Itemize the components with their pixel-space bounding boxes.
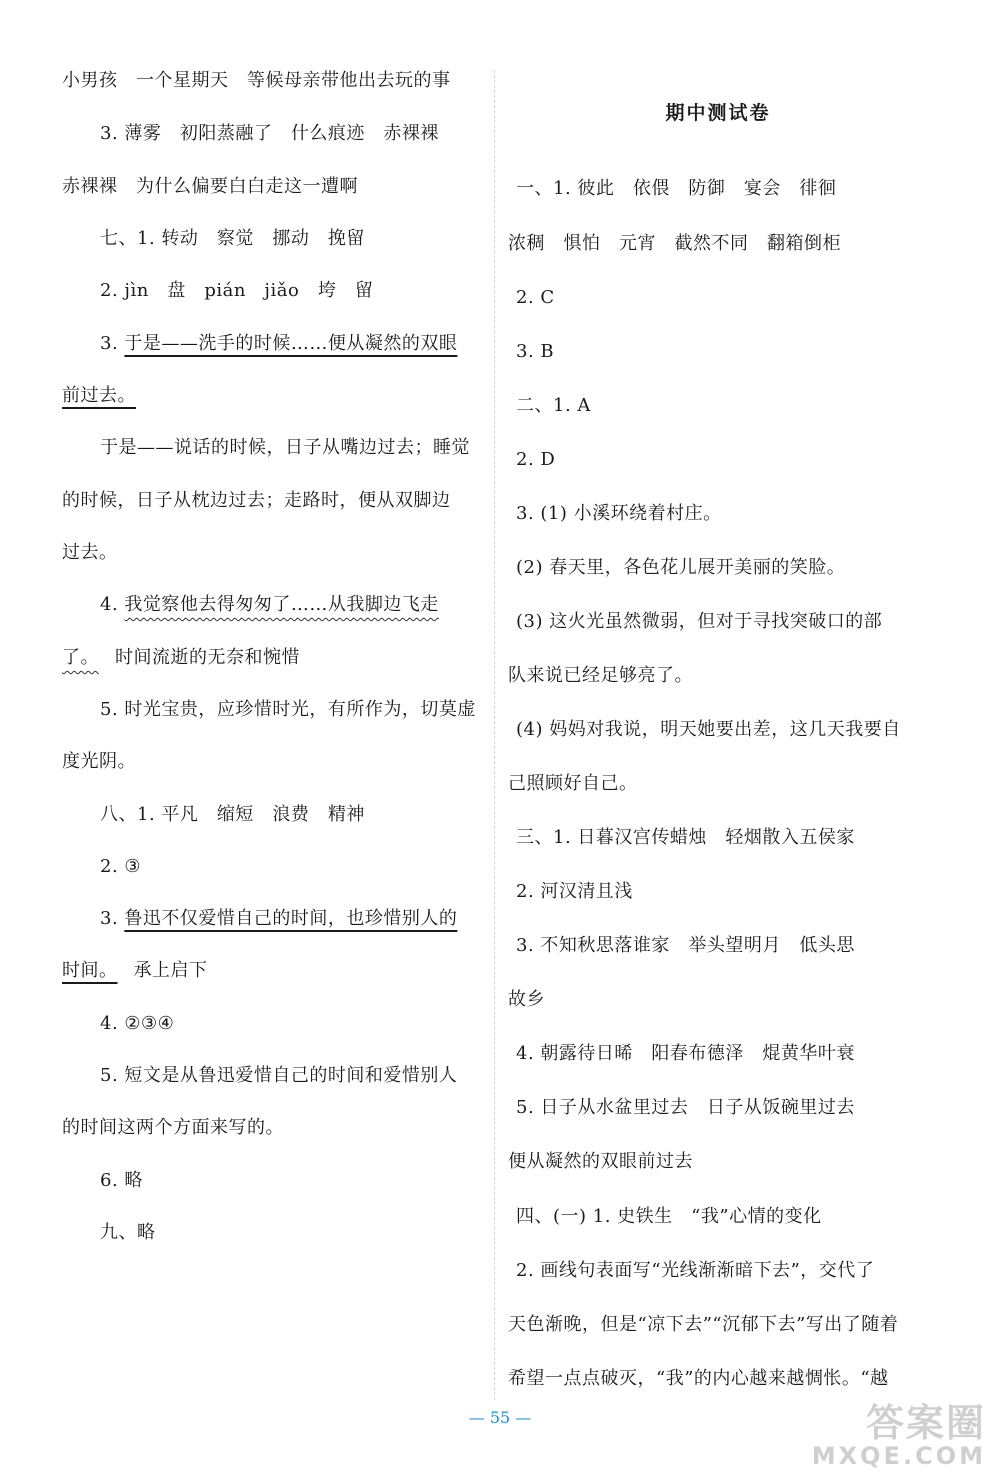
- answer-line: [62, 383, 136, 409]
- answer-line: 七、1. 转动 察觉 挪动 挽留: [100, 228, 365, 249]
- underlined-quote: 时间。: [62, 960, 118, 981]
- answer-line: 赤裸裸 为什么偏要白白走这一遭啊: [62, 176, 358, 197]
- section-title: 期中测试卷: [665, 102, 771, 124]
- answer-line: [100, 331, 457, 357]
- answer-line: 2. 河汉清且浅: [516, 881, 633, 902]
- answer-line: 一、1. 彼此 依偎 防御 宴会 徘徊: [516, 178, 837, 199]
- answer-line: 3. 薄雾 初阳蒸融了 什么痕迹 赤裸裸: [100, 123, 439, 144]
- column-divider: [494, 70, 495, 1400]
- answer-line: 5. 短文是从鲁迅爱惜自己的时间和爱惜别人: [100, 1065, 458, 1086]
- answer-line: 4. 朝露待日晞 阳春布德泽 焜黄华叶衰: [516, 1043, 855, 1064]
- answer-line: [100, 592, 439, 618]
- answer-line: 3. 不知秋思落谁家 举头望明月 低头思: [516, 935, 855, 956]
- answer-line: 故乡: [508, 989, 545, 1010]
- answer-line: 5. 日子从水盆里过去 日子从饭碗里过去: [516, 1097, 855, 1118]
- watermark-bottom-text: MXQE.COM: [811, 1442, 986, 1470]
- answer-line: (4) 妈妈对我说，明天她要出差，这几天我要自: [516, 719, 901, 740]
- item-number: 3.: [100, 333, 125, 354]
- answer-line: 的时候，日子从枕边过去；走路时，便从双脚边: [62, 490, 451, 511]
- watermark-logo: [812, 1403, 986, 1469]
- item-number: 4.: [100, 594, 125, 615]
- answer-line: 的时间这两个方面来写的。: [62, 1117, 284, 1138]
- answer-line: 4. ②③④: [100, 1013, 175, 1034]
- answer-line: 八、1. 平凡 缩短 浪费 精神: [100, 804, 365, 825]
- underlined-quote: 于是——洗手的时候……便从凝然的双眼: [124, 333, 458, 354]
- underlined-quote: 前过去。: [62, 385, 136, 406]
- answer-line: 2. C: [516, 287, 555, 308]
- answer-line: 3. B: [516, 341, 555, 362]
- answer-line: [62, 958, 208, 984]
- answer-line: (2) 春天里，各色花儿展开美丽的笑脸。: [516, 557, 846, 578]
- answer-line: 希望一点点破灭，“我”的内心越来越惆怅。“越: [508, 1368, 889, 1389]
- answer-line: 过去。: [62, 542, 118, 563]
- wavy-underlined-quote: 了。: [62, 647, 99, 668]
- answer-line: 便从凝然的双眼前过去: [508, 1151, 693, 1172]
- answer-line: 6. 略: [100, 1170, 143, 1191]
- page-number: — 55 —: [468, 1408, 532, 1427]
- answer-line: 己照顾好自己。: [508, 773, 638, 794]
- answer-line: 度光阴。: [62, 751, 136, 772]
- answer-line: (3) 这火光虽然微弱，但对于寻找突破口的部: [516, 611, 883, 632]
- answer-text: 时间流逝的无奈和惋惜: [115, 647, 300, 668]
- watermark-top-text: 答案圈: [865, 1401, 986, 1445]
- answer-line: 小男孩 一个星期天 等候母亲带他出去玩的事: [62, 70, 451, 91]
- underlined-quote: 鲁迅不仅爱惜自己的时间，也珍惜别人的: [124, 908, 458, 929]
- item-number: 3.: [100, 908, 125, 929]
- answer-line: 于是——说话的时候，日子从嘴边过去；睡觉: [100, 437, 470, 458]
- answer-line: 2. ③: [100, 856, 142, 877]
- answer-line: 浓稠 惧怕 元宵 截然不同 翻箱倒柜: [508, 233, 841, 254]
- answer-line: 九、略: [100, 1222, 156, 1243]
- answer-line: 队来说已经足够亮了。: [508, 665, 693, 686]
- answer-line: 三、1. 日暮汉宫传蜡烛 轻烟散入五侯家: [516, 827, 855, 848]
- wavy-underlined-quote: 我觉察他去得匆匆了……从我脚边飞走: [124, 594, 439, 615]
- answer-line: 5. 时光宝贵，应珍惜时光，有所作为，切莫虚: [100, 699, 476, 720]
- answer-line: [62, 645, 300, 671]
- answer-line: 2. D: [516, 449, 556, 470]
- answer-line: 二、1. A: [516, 395, 591, 416]
- answer-text: 承上启下: [133, 960, 208, 981]
- answer-line: 四、(一) 1. 史铁生 “我”心情的变化: [516, 1206, 822, 1227]
- answer-line: 3. (1) 小溪环绕着村庄。: [516, 503, 722, 524]
- answer-line: 天色渐晚，但是“凉下去”“沉郁下去”写出了随着: [508, 1314, 899, 1335]
- answer-line: 2. jìn 盘 pián jiǎo 垮 留: [100, 280, 374, 301]
- answer-line: 2. 画线句表面写“光线渐渐暗下去”，交代了: [516, 1260, 875, 1281]
- answer-line: [100, 906, 457, 932]
